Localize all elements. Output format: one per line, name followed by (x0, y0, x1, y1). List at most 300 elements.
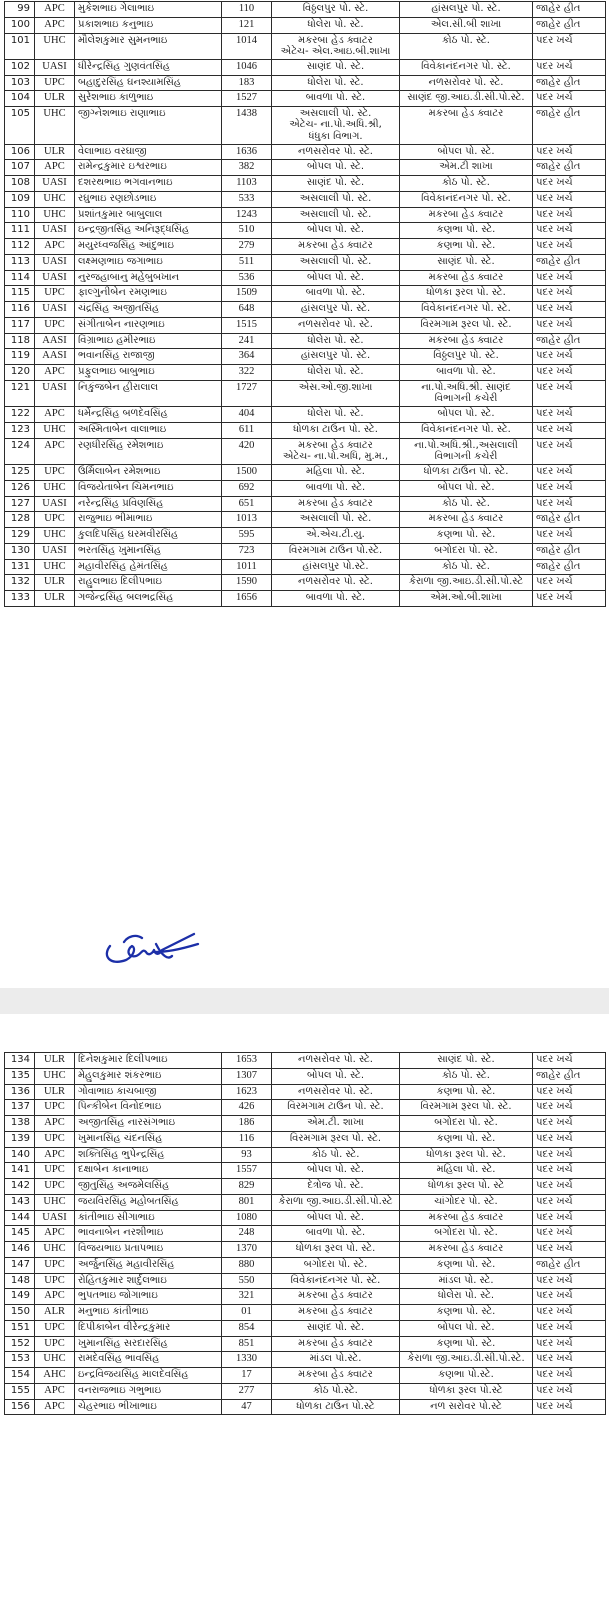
rank: AASI (35, 349, 75, 365)
new-posting (400, 512, 533, 528)
rank: UPC (35, 75, 75, 91)
new-posting-line: મકરબા હેડ ક્વાટર (428, 271, 504, 283)
employee-name: ખુમાનસિંહ સરદારસિંહ (75, 1336, 222, 1352)
serial-number: 152 (5, 1336, 35, 1352)
new-posting-line: બગોદરા પો. સ્ટે. (434, 1117, 498, 1128)
transfer-remark: જાહેર હીત (533, 1257, 606, 1273)
table-row (5, 1068, 606, 1084)
rank: UPC (35, 1257, 75, 1273)
rank: UHC (35, 528, 75, 544)
employee-name: રાહુલભાઇ દિલીપભાઇ (75, 575, 222, 591)
present-posting-line: એમ.ટી. શાખા (307, 1117, 364, 1128)
present-posting-line: સાણંદ પો. સ્ટે. (306, 60, 365, 72)
rank: ULR (35, 591, 75, 607)
new-posting-line: મકરબા હેડ ક્વાટર (428, 1243, 504, 1254)
new-posting-line: કણભા પો. સ્ટે. (436, 224, 496, 236)
employee-name: નરેન્દ્રસિંહ પ્રવિણસિંહ (75, 496, 222, 512)
transfer-remark: જાહેર હીત (533, 543, 606, 559)
employee-name: ભુપતભાઇ જોગાભાઇ (75, 1289, 222, 1305)
serial-number: 122 (5, 407, 35, 423)
serial-number: 150 (5, 1305, 35, 1321)
present-posting (272, 317, 400, 333)
present-posting-line: સાણંદ પો. સ્ટે. (306, 177, 365, 189)
employee-name: રામેન્દ્રકુમાર ઇશ્વરભાઇ (75, 160, 222, 176)
employee-name: કુલદિપસિંહ ઘરમવીરસિંહ (75, 528, 222, 544)
present-posting (272, 2, 400, 18)
rank: UASI (35, 254, 75, 270)
buckle-number: 1500 (222, 465, 272, 481)
employee-name: જીગ્નેશભાઇ રાણાભાઇ (75, 107, 222, 145)
buckle-number: 1103 (222, 176, 272, 192)
present-posting-line: વિરમગામ રૂરલ પો. સ્ટે. (289, 1132, 382, 1144)
serial-number: 107 (5, 160, 35, 176)
serial-number: 138 (5, 1116, 35, 1132)
employee-name: પ્રકાશભાઇ કનુભાઇ (75, 17, 222, 33)
present-posting (272, 496, 400, 512)
present-posting (272, 1336, 400, 1352)
transfer-remark: પદર ખર્ચ (533, 1194, 606, 1210)
rank: ULR (35, 1084, 75, 1100)
new-posting-line: ધોળકા રૂરલ પો. સ્ટે (427, 1180, 505, 1191)
present-posting-line: કોઠ પો. સ્ટે. (311, 1148, 360, 1160)
rank: UASI (35, 59, 75, 75)
new-posting (400, 1210, 533, 1226)
transfer-remark: પદર ખર્ચ (533, 365, 606, 381)
buckle-number: 1590 (222, 575, 272, 591)
serial-number: 133 (5, 591, 35, 607)
transfer-remark: પદર ખર્ચ (533, 1100, 606, 1116)
transfer-remark: પદર ખર્ચ (533, 144, 606, 160)
table-row (5, 207, 606, 223)
rank: APC (35, 17, 75, 33)
transfer-remark: પદર ખર્ચ (533, 1368, 606, 1384)
table-row (5, 480, 606, 496)
present-posting-line: બાવળા પો. સ્ટે. (305, 481, 366, 493)
rank: APC (35, 2, 75, 18)
table-row (5, 1242, 606, 1258)
serial-number: 106 (5, 144, 35, 160)
table-row (5, 1131, 606, 1147)
buckle-number: 1330 (222, 1352, 272, 1368)
new-posting (400, 302, 533, 318)
buckle-number: 1509 (222, 286, 272, 302)
serial-number: 117 (5, 317, 35, 333)
buckle-number: 511 (222, 254, 272, 270)
table-row (5, 223, 606, 239)
serial-number: 149 (5, 1289, 35, 1305)
buckle-number: 723 (222, 543, 272, 559)
employee-name: વિંગ્રાભાઇ હમીરભાઇ (75, 333, 222, 349)
new-posting (400, 423, 533, 439)
buckle-number: 279 (222, 239, 272, 255)
table-body (5, 1053, 606, 1415)
table-row (5, 1336, 606, 1352)
serial-number: 124 (5, 438, 35, 464)
table-row (5, 365, 606, 381)
table-row (5, 144, 606, 160)
present-posting-line: ધોળકા ટાઉન પો. સ્ટે. (293, 424, 378, 436)
rank: UPC (35, 1336, 75, 1352)
rank: UPC (35, 1163, 75, 1179)
rank: ULR (35, 575, 75, 591)
buckle-number: 1527 (222, 91, 272, 107)
present-posting-line: મકરબા હેડ ક્વાટર (298, 34, 373, 46)
table-row (5, 2, 606, 18)
present-posting (272, 1116, 400, 1132)
rank: UPC (35, 1131, 75, 1147)
employee-name: મુકેશભાઇ ગેલાભાઇ (75, 2, 222, 18)
employee-name: રઘુભાઇ રણછોડભાઇ (75, 191, 222, 207)
serial-number: 126 (5, 480, 35, 496)
new-posting-line: વિવેકાનંદનગર પો. સ્ટે. (421, 424, 511, 436)
new-posting-line: મકરબા હેડ ક્વાટર (428, 108, 504, 120)
serial-number: 119 (5, 349, 35, 365)
rank: APC (35, 407, 75, 423)
rank: UHC (35, 1242, 75, 1258)
new-posting-line: ચાંગોદર પો. સ્ટે. (434, 1195, 498, 1207)
rank: APC (35, 438, 75, 464)
buckle-number: 595 (222, 528, 272, 544)
present-posting-line: ધોલેરા પો. સ્ટે. (307, 334, 364, 346)
present-posting-line: હાંસલપુર પો. સ્ટે. (300, 303, 371, 315)
buckle-number: 1046 (222, 59, 272, 75)
employee-name: દક્ષાબેન કાનાભાઇ (75, 1163, 222, 1179)
buckle-number: 829 (222, 1179, 272, 1195)
employee-name: રાજુભાઇ ભીમાભાઇ (75, 512, 222, 528)
present-posting (272, 1242, 400, 1258)
present-posting (272, 365, 400, 381)
serial-number: 120 (5, 365, 35, 381)
present-posting (272, 302, 400, 318)
new-posting-line: વિરમગામ રૂરલ પો. સ્ટે. (420, 1101, 512, 1113)
table-row (5, 380, 606, 406)
table-row (5, 1053, 606, 1069)
serial-number: 141 (5, 1163, 35, 1179)
present-posting (272, 512, 400, 528)
new-posting (400, 349, 533, 365)
new-posting-line: નળ સરોવર પો.સ્ટે (430, 1400, 502, 1412)
table-row (5, 302, 606, 318)
employee-name: મહાવીરસિંહ હેમંતસિંહ (75, 559, 222, 575)
new-posting (400, 1084, 533, 1100)
present-posting-line: વિઠ્ઠલપુર પો. સ્ટે. (302, 3, 369, 14)
present-posting (272, 1273, 400, 1289)
serial-number: 147 (5, 1257, 35, 1273)
table-row (5, 1179, 606, 1195)
employee-name: રોહિતકુમાર શાર્દુલભાઇ (75, 1273, 222, 1289)
transfer-remark: પદર ખર્ચ (533, 1179, 606, 1195)
present-posting (272, 1210, 400, 1226)
present-posting (272, 239, 400, 255)
new-posting-line: કણભા પો. સ્ટે. (436, 1132, 496, 1144)
transfer-remark: પદર ખર્ચ (533, 1289, 606, 1305)
transfer-remark: પદર ખર્ચ (533, 1399, 606, 1415)
buckle-number: 248 (222, 1226, 272, 1242)
transfer-table-page-2 (4, 1052, 606, 1415)
new-posting (400, 176, 533, 192)
new-posting-line: કણભા પો.સ્ટે. (438, 1369, 494, 1380)
buckle-number: 1727 (222, 380, 272, 406)
buckle-number: 404 (222, 407, 272, 423)
new-posting-line: વિભાગની કચેરી (434, 451, 498, 462)
buckle-number: 851 (222, 1336, 272, 1352)
rank: APC (35, 1147, 75, 1163)
transfer-remark: પદર ખર્ચ (533, 1242, 606, 1258)
serial-number: 155 (5, 1383, 35, 1399)
buckle-number: 611 (222, 423, 272, 439)
new-posting (400, 1053, 533, 1069)
new-posting-line: કણભા પો. સ્ટે. (436, 1085, 496, 1097)
new-posting-line: વિવેકાનંદનગર પો. સ્ટે. (421, 192, 511, 204)
serial-number: 110 (5, 207, 35, 223)
present-posting (272, 1399, 400, 1415)
transfer-remark: પદર ખર્ચ (533, 1226, 606, 1242)
table-row (5, 107, 606, 145)
employee-name: દિનેશકુમાર દિલીપભાઇ (75, 1053, 222, 1069)
employee-name: નુરજહાબાનુ મહેબુબખાન (75, 270, 222, 286)
rank: ULR (35, 1053, 75, 1069)
new-posting-line: ના.પો.અધિ.શ્રી.,અસલાલી (414, 439, 518, 451)
buckle-number: 648 (222, 302, 272, 318)
present-posting (272, 1179, 400, 1195)
present-posting (272, 1352, 400, 1368)
present-posting (272, 438, 400, 464)
transfer-remark: પદર ખર્ચ (533, 1305, 606, 1321)
serial-number: 104 (5, 91, 35, 107)
new-posting (400, 160, 533, 176)
present-posting-line: એટેચ- ના.પો.અધિ, મુ.મ., (282, 451, 389, 462)
present-posting-line: નળસરોવર પો. સ્ટે. (298, 145, 373, 157)
new-posting (400, 191, 533, 207)
employee-name: રણધીરસિંહ રમેશભાઇ (75, 438, 222, 464)
employee-name: જીતુસિંહ અજમેલસિંહ (75, 1179, 222, 1195)
new-posting (400, 239, 533, 255)
present-posting-line: ધોળકા રૂરલ પો. સ્ટે. (295, 1243, 376, 1254)
present-posting (272, 17, 400, 33)
rank: UPC (35, 465, 75, 481)
buckle-number: 186 (222, 1116, 272, 1132)
buckle-number: 801 (222, 1194, 272, 1210)
rank: UASI (35, 543, 75, 559)
present-posting-line: મકરબા હેડ ક્વાટર (298, 1306, 373, 1317)
table-row (5, 1116, 606, 1132)
new-posting (400, 496, 533, 512)
buckle-number: 880 (222, 1257, 272, 1273)
new-posting-line: હાંસલપુર પો. સ્ટે. (431, 3, 501, 14)
new-posting-line: સાણંદ પો. સ્ટે. (437, 1054, 495, 1065)
rank: UHC (35, 33, 75, 59)
present-posting-line: બાવળા પો. સ્ટે. (305, 1227, 366, 1239)
new-posting (400, 1368, 533, 1384)
present-posting-line: ધંધુકા વિભાગ. (308, 130, 363, 142)
present-posting-line: હાંસલપુર પો. સ્ટે. (300, 350, 371, 362)
employee-name: લક્ષ્મણભાઇ જગાભાઇ (75, 254, 222, 270)
new-posting-line: સાણંદ પો. સ્ટે. (437, 255, 495, 267)
transfer-remark: જાહેર હીત (533, 333, 606, 349)
transfer-remark: જાહેર હીત (533, 254, 606, 270)
employee-name: વિજયભાઇ પ્રતાપભાઇ (75, 1242, 222, 1258)
new-posting-line: મકરબા હેડ ક્વાટર (428, 1211, 504, 1223)
employee-name: ગોવાભાઇ કાચબાજી (75, 1084, 222, 1100)
present-posting-line: એ.એચ.ટી.યુ. (306, 529, 365, 541)
present-posting-line: મકરબા હેડ ક્વાટર (298, 1369, 373, 1380)
employee-name: દિપીકાબેન વીરેન્દ્રકુમાર (75, 1320, 222, 1336)
serial-number: 143 (5, 1194, 35, 1210)
present-posting-line: એસ.ઓ.જી.શાખા (298, 381, 373, 393)
rank: APC (35, 239, 75, 255)
new-posting (400, 1352, 533, 1368)
transfer-remark: પદર ખર્ચ (533, 302, 606, 318)
new-posting (400, 380, 533, 406)
rank: UPC (35, 1100, 75, 1116)
rank: UHC (35, 191, 75, 207)
transfer-remark: પદર ખર્ચ (533, 349, 606, 365)
present-posting (272, 286, 400, 302)
employee-name: પ્રશાંતકુમાર બાબુલાલ (75, 207, 222, 223)
employee-name: જયવિરસિંહ મહોબતસિંહ (75, 1194, 222, 1210)
serial-number: 112 (5, 239, 35, 255)
new-posting-line: કોઠ પો. સ્ટે. (442, 34, 490, 46)
rank: UPC (35, 317, 75, 333)
employee-name: ચંદ્રસિંહ અજીતસિંહ (75, 302, 222, 318)
present-posting-line: વિરમગામ ટાઉન પો.સ્ટે. (288, 544, 383, 556)
new-posting (400, 1305, 533, 1321)
new-posting (400, 438, 533, 464)
present-posting-line: બોપલ પો. સ્ટે. (306, 1069, 365, 1081)
new-posting (400, 365, 533, 381)
new-posting (400, 1116, 533, 1132)
new-posting (400, 1289, 533, 1305)
rank: UHC (35, 423, 75, 439)
rank: UASI (35, 270, 75, 286)
present-posting (272, 270, 400, 286)
table-row (5, 239, 606, 255)
serial-number: 137 (5, 1100, 35, 1116)
buckle-number: 1014 (222, 33, 272, 59)
buckle-number: 510 (222, 223, 272, 239)
present-posting-line: નળસરોવર પો. સ્ટે. (298, 1085, 373, 1097)
table-row (5, 191, 606, 207)
buckle-number: 364 (222, 349, 272, 365)
table-row (5, 317, 606, 333)
serial-number: 153 (5, 1352, 35, 1368)
new-posting (400, 1336, 533, 1352)
transfer-table-page-1 (4, 1, 606, 607)
new-posting (400, 17, 533, 33)
serial-number: 114 (5, 270, 35, 286)
present-posting-line: સાણંદ પો. સ્ટે. (306, 1321, 365, 1333)
buckle-number: 1653 (222, 1053, 272, 1069)
table-row (5, 575, 606, 591)
rank: APC (35, 1116, 75, 1132)
serial-number: 148 (5, 1273, 35, 1289)
present-posting-line: ધોલેરા પો. સ્ટે. (307, 18, 364, 30)
table-row (5, 423, 606, 439)
new-posting (400, 1383, 533, 1399)
table-row (5, 1368, 606, 1384)
employee-name: ઇન્દ્રવિજયસિંહ માલદેવસિંહ (75, 1368, 222, 1384)
transfer-remark: જાહેર હીત (533, 559, 606, 575)
table-row (5, 349, 606, 365)
new-posting (400, 1147, 533, 1163)
rank: UHC (35, 1068, 75, 1084)
present-posting (272, 176, 400, 192)
employee-name: મયુરધ્વજસિંહ આંદુભાઇ (75, 239, 222, 255)
employee-name: વેલાભાઇ વરઘાજી (75, 144, 222, 160)
new-posting-line: મકરબા હેડ ક્વાટર (428, 513, 504, 525)
transfer-remark: જાહેર હીત (533, 1068, 606, 1084)
buckle-number: 692 (222, 480, 272, 496)
buckle-number: 426 (222, 1100, 272, 1116)
buckle-number: 321 (222, 1289, 272, 1305)
present-posting-line: બગોદરા પો. સ્ટે. (303, 1258, 368, 1270)
transfer-remark: પદર ખર્ચ (533, 575, 606, 591)
new-posting (400, 1273, 533, 1289)
present-posting (272, 33, 400, 59)
serial-number: 116 (5, 302, 35, 318)
transfer-remark: પદર ખર્ચ (533, 59, 606, 75)
employee-name: ભવાનસિંહ રાજાજી (75, 349, 222, 365)
buckle-number: 651 (222, 496, 272, 512)
rank: ALR (35, 1305, 75, 1321)
present-posting (272, 575, 400, 591)
new-posting-line: કોઠ પો. સ્ટે. (442, 560, 490, 572)
buckle-number: 277 (222, 1383, 272, 1399)
buckle-number: 1438 (222, 107, 272, 145)
rank: UPC (35, 512, 75, 528)
new-posting-line: બોપલ પો. સ્ટે. (437, 408, 495, 420)
employee-name: અર્જુનસિંહ મહાવીરસિંહ (75, 1257, 222, 1273)
employee-name: રામદેવસિંહ ભાવસિંહ (75, 1352, 222, 1368)
serial-number: 146 (5, 1242, 35, 1258)
buckle-number: 1636 (222, 144, 272, 160)
employee-name: બહાદુરસિંહ ઘનશ્યામસિંહ (75, 75, 222, 91)
new-posting-line: વિભાગની કચેરી (434, 393, 498, 405)
serial-number: 156 (5, 1399, 35, 1415)
present-posting-line: અસલાલી પો. સ્ટે. (299, 513, 372, 525)
employee-name: ગજેન્દ્રસિંહ બલભદ્રસિંહ (75, 591, 222, 607)
serial-number: 144 (5, 1210, 35, 1226)
present-posting (272, 144, 400, 160)
table-row (5, 1352, 606, 1368)
table-row (5, 176, 606, 192)
buckle-number: 322 (222, 365, 272, 381)
rank: UPC (35, 286, 75, 302)
present-posting (272, 1147, 400, 1163)
serial-number: 103 (5, 75, 35, 91)
rank: ULR (35, 91, 75, 107)
table-row (5, 496, 606, 512)
employee-name: ચેહરભાઇ ભીખાભાઇ (75, 1399, 222, 1415)
present-posting-line: વિરમગામ ટાઉન પો. સ્ટે. (287, 1101, 384, 1113)
document-page-2 (0, 1014, 609, 1600)
new-posting-line: મહિલા પો. સ્ટે. (436, 1164, 496, 1176)
buckle-number: 536 (222, 270, 272, 286)
serial-number: 132 (5, 575, 35, 591)
present-posting (272, 59, 400, 75)
buckle-number: 1370 (222, 1242, 272, 1258)
new-posting-line: એમ.ટી શાખા (439, 161, 493, 173)
present-posting-line: અસલાલી પો. સ્ટે. (299, 255, 372, 267)
new-posting (400, 559, 533, 575)
transfer-remark: પદર ખર્ચ (533, 1352, 606, 1368)
new-posting (400, 270, 533, 286)
buckle-number: 47 (222, 1399, 272, 1415)
table-row (5, 286, 606, 302)
new-posting (400, 1257, 533, 1273)
rank: UHC (35, 559, 75, 575)
new-posting-line: કેરાળા જી.આઇ.ડી.સી.પો.સ્ટે (408, 576, 524, 588)
